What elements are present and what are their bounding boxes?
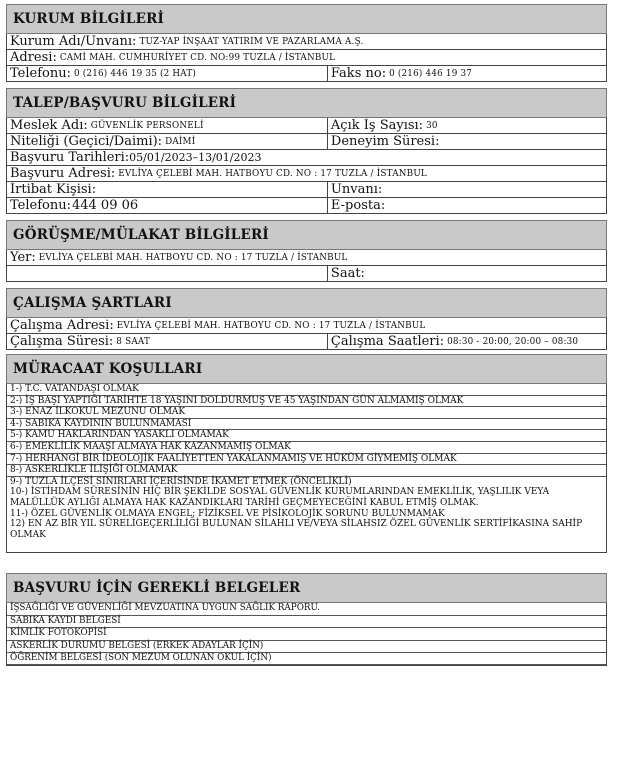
talep-meslek-row — [6, 118, 607, 134]
basvuru-adres-label: Başvuru Adresi: — [10, 166, 116, 181]
calisma-adres-row — [6, 318, 607, 334]
kurum-adi-label: Kurum Adı/Unvanı: — [10, 34, 137, 49]
kurum-adi-row — [6, 34, 607, 50]
application-form — [6, 4, 607, 666]
talep-tarih-row — [6, 150, 607, 166]
talep-telefon-label: Telefonu: — [10, 198, 71, 213]
talep-adres-row — [6, 166, 607, 182]
section-header-talep: TALEP/BAŞVURU BİLGİLERİ — [6, 88, 607, 118]
kurum-telefon-value: 0 (216) 446 19 35 (2 HAT) — [73, 68, 197, 79]
gorusme-saat-row — [6, 266, 607, 282]
gorusme-yer-value: EVLİYA ÇELEBİ MAH. HATBOYU CD. NO : 17 TUZLA / İSTANBUL — [38, 252, 348, 263]
kurum-faks-label: Faks no: — [330, 66, 387, 81]
list-item: 1-) T.C. VATANDAŞI OLMAK — [7, 384, 606, 396]
list-item: 5-) KAMU HAKLARINDAN YASAKLI OLMAMAK — [7, 430, 606, 442]
talep-telefon-value: 444 09 06 — [71, 198, 139, 213]
section-header-belgeler: BAŞVURU İÇİN GEREKLİ BELGELER — [6, 573, 607, 603]
acik-is-value: 30 — [426, 120, 438, 131]
calisma-adres-value: EVLİYA ÇELEBİ MAH. HATBOYU CD. NO : 17 TUZLA / İSTANBUL — [116, 320, 426, 331]
kurum-adi-value: TUZ-YAP İNŞAAT YATIRIM VE PAZARLAMA A.Ş. — [139, 36, 364, 47]
acik-is-label: Açık İş Sayısı: — [330, 118, 424, 133]
talep-nitelik-row — [6, 134, 607, 150]
list-item: 4-) SABIKA KAYDININ BULUNMAMASI — [7, 419, 606, 431]
list-item: 8-) ASKERLİKLE İLİŞİĞİ OLMAMAK — [7, 465, 606, 477]
list-item: ÖĞRENİM BELGESİ (SON MEZUM OLUNAN OKUL İÇİN) — [7, 653, 606, 665]
deneyim-label: Deneyim Süresi: — [330, 134, 440, 149]
calisma-sure-row — [6, 334, 607, 350]
eposta-label: E-posta: — [330, 198, 386, 213]
list-item: 10-) İSTİHDAM SÜRESİNİN HİÇ BİR ŞEKİLDE SOSYAL GÜVENLİK KURUMLARINDAN EMEKLİLİK, YAŞLILIK VEYA MALÜLLÜK AYLIĞI ALMAYA HAK KAZANDIKLARI TARİHİ GEÇMEYECEĞİNİ KABUL ETMİŞ OLMAK. — [10, 487, 550, 508]
calisma-saat-value: 08:30 - 20:00, 20:00 – 08:30 — [447, 336, 579, 347]
list-item: 11-) ÖZEL GÜVENLİK OLMAYA ENGEL; FİZİKSEL VE PİSİKOLOJİK SORUNU BULUNMAMAK — [10, 508, 445, 519]
gorusme-yer-row — [6, 250, 607, 266]
kurum-telefon-label: Telefonu: — [10, 66, 71, 81]
basvuru-tarih-value: 05/01/2023–13/01/2023 — [129, 151, 262, 164]
list-item: 3-) ENAZ İLKOKUL MEZUNU OLMAK — [7, 407, 606, 419]
list-item: ASKERLİK DURUMU BELGESİ (ERKEK ADAYLAR İÇİN) — [7, 641, 606, 653]
kurum-adres-label: Adresi: — [10, 50, 57, 65]
belgeler-list — [6, 603, 607, 666]
kurum-telefon-row — [6, 66, 607, 82]
nitelik-label: Niteliği (Geçici/Daimi): — [10, 134, 163, 149]
section-header-calisma: ÇALIŞMA ŞARTLARI — [6, 288, 607, 318]
calisma-adres-label: Çalışma Adresi: — [10, 318, 114, 333]
section-header-kurum: KURUM BİLGİLERİ — [6, 4, 607, 34]
list-item: SABIKA KAYDI BELGESİ — [7, 616, 606, 628]
list-item: 2-) İŞ BAŞI YAPTIĞI TARİHTE 18 YAŞINI DOLDURMUŞ VE 45 YAŞINDAN GÜN ALMAMIŞ OLMAK — [7, 396, 606, 408]
unvan-label: Unvanı: — [330, 182, 383, 197]
list-item: İŞSAĞLIĞI VE GÜVENLİĞİ MEVZUATINA UYGUN SAĞLIK RAPORU. — [7, 603, 606, 615]
kurum-adres-row — [6, 50, 607, 66]
section-header-muracaat: MÜRACAAT KOŞULLARI — [6, 354, 607, 384]
list-item: 9-) TUZLA İLÇESİ SINIRLARI İÇERİSİNDE İKAMET ETMEK (ÖNCELİKLİ) — [10, 476, 352, 487]
section-header-gorusme: GÖRÜŞME/MÜLAKAT BİLGİLERİ — [6, 220, 607, 250]
basvuru-adres-value: EVLİYA ÇELEBİ MAH. HATBOYU CD. NO : 17 TUZLA / İSTANBUL — [118, 168, 427, 179]
gorusme-yer-label: Yer: — [10, 250, 36, 265]
list-item: 12) EN AZ BİR YIL SÜRELİGEÇERLİLİĞİ BULUNAN SİLAHLI VE/VEYA SİLAHSIZ ÖZEL GÜVENLİK SERTİFİKASINA SAHİP OLMAK — [10, 519, 583, 540]
basvuru-tarih-label: Başvuru Tarihleri: — [10, 150, 130, 165]
calisma-sure-label: Çalışma Süresi: — [10, 334, 114, 349]
talep-irtibat-row — [6, 182, 607, 198]
muracaat-list — [6, 384, 607, 553]
meslek-label: Meslek Adı: — [10, 118, 88, 133]
nitelik-value: DAİMİ — [165, 136, 196, 147]
meslek-value: GÜVENLİK PERSONELİ — [90, 120, 204, 131]
kurum-faks-value: 0 (216) 446 19 37 — [389, 68, 473, 79]
calisma-sure-value: 8 SAAT — [116, 336, 151, 347]
talep-telefon-row — [6, 198, 607, 214]
list-item: 6-) EMEKLİLİK MAAŞI ALMAYA HAK KAZANMAMIŞ OLMAK — [7, 442, 606, 454]
gorusme-saat-label: Saat: — [330, 266, 365, 281]
list-item: 7-) HERHANGİ BİR İDEOLOJİK FAALİYETTEN YAKALANMAMIŞ VE HÜKÜM GİYMEMİŞ OLMAK — [7, 454, 606, 466]
kurum-adres-value: CAMİ MAH. CUMHURİYET CD. NO:99 TUZLA / İSTANBUL — [59, 52, 336, 63]
list-item: KİMLİK FOTOKOPİSİ — [7, 628, 606, 640]
calisma-saat-label: Çalışma Saatleri: — [330, 334, 445, 349]
irtibat-label: İrtibat Kişisi: — [10, 182, 97, 197]
